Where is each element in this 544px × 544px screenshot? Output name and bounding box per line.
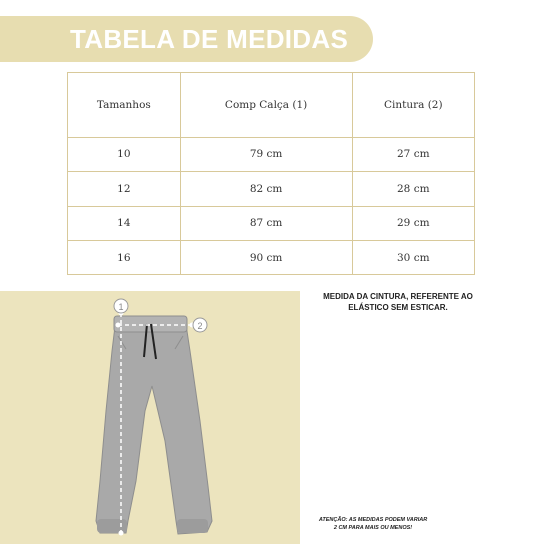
column-header-size: Tamanhos (68, 73, 180, 137)
table-row (68, 137, 474, 172)
length-cell: 90 cm (180, 241, 352, 274)
size-table (68, 73, 474, 274)
column-header-waist: Cintura (2) (352, 73, 474, 137)
length-marker (114, 299, 128, 313)
size-cell: 16 (68, 241, 180, 274)
waist-note-line: MEDIDA DA CINTURA, REFERENTE AO (323, 292, 473, 301)
waist-cell: 27 cm (352, 137, 474, 172)
pants-diagram (0, 291, 300, 544)
size-cell: 14 (68, 206, 180, 241)
pants-illustration-panel (0, 291, 300, 544)
waist-note-line: ELÁSTICO SEM ESTICAR. (348, 303, 448, 312)
variation-warning (300, 516, 446, 532)
waist-marker (193, 318, 207, 332)
pants-illustration (96, 316, 212, 534)
page-title: TABELA DE MEDIDAS (70, 24, 349, 54)
svg-text:1: 1 (118, 302, 124, 312)
column-header-length: Comp Calça (1) (180, 73, 352, 137)
size-table-container (67, 72, 475, 275)
size-cell: 10 (68, 137, 180, 172)
length-cell: 79 cm (180, 137, 352, 172)
svg-text:2: 2 (197, 321, 203, 331)
length-cell: 87 cm (180, 206, 352, 241)
waist-cell: 29 cm (352, 206, 474, 241)
waist-cell: 30 cm (352, 241, 474, 274)
waist-cell: 28 cm (352, 172, 474, 207)
table-row (68, 172, 474, 207)
warning-line: ATENÇÃO: AS MEDIDAS PODEM VARIAR (318, 517, 428, 523)
size-cell: 12 (68, 172, 180, 207)
length-cell: 82 cm (180, 172, 352, 207)
warning-line: 2 CM PARA MAIS OU MENOS! (333, 525, 413, 531)
table-row (68, 206, 474, 241)
table-row (68, 241, 474, 274)
table-header-row (68, 73, 474, 137)
waist-measure-note (300, 291, 496, 313)
